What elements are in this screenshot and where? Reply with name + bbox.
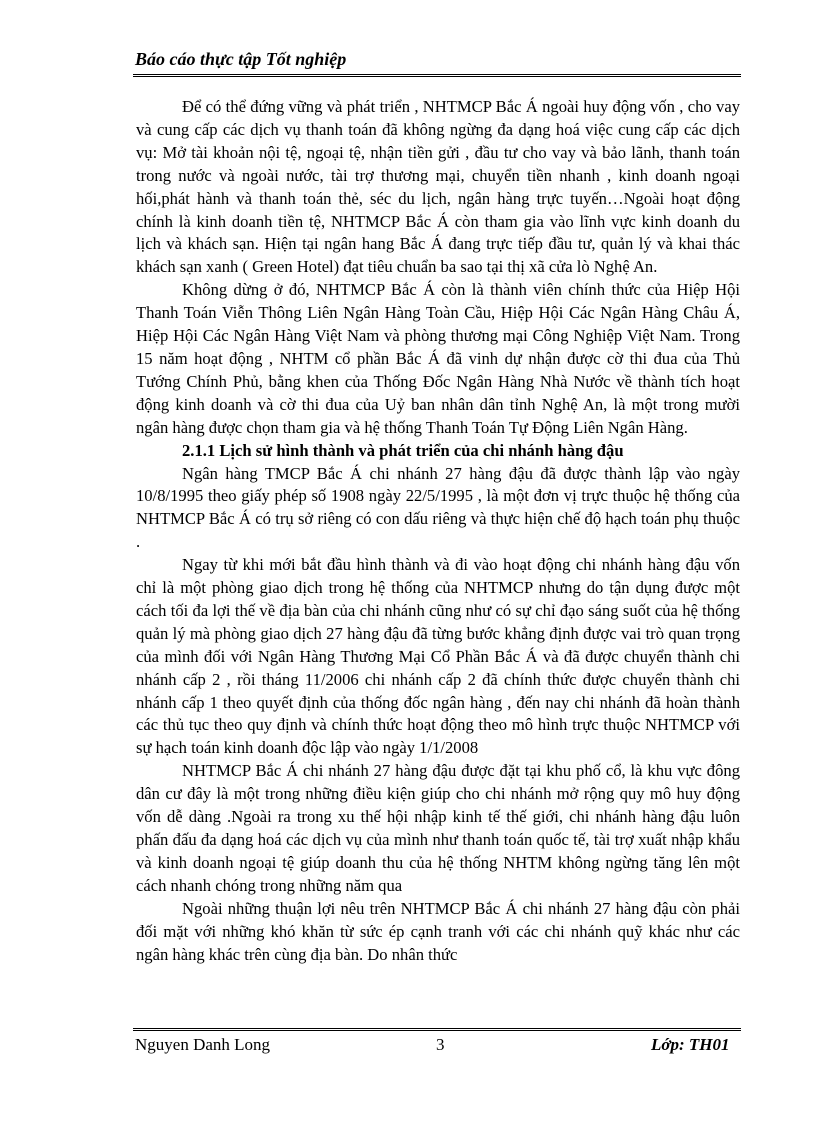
paragraph: Ngoài những thuận lợi nêu trên NHTMCP Bắc Á chi nhánh 27 hàng đậu còn phải đối mặt với những khó khăn từ sức ép cạnh tranh với các chi nhánh quỹ khác như các ngân hàng khác trên cùng địa bàn. Do nhân thức — [136, 898, 740, 964]
footer-class-label: Lớp: TH01 — [651, 1035, 730, 1054]
page-number: 3 — [436, 1035, 445, 1054]
footer-author: Nguyen Danh Long — [135, 1035, 271, 1054]
paragraph: NHTMCP Bắc Á chi nhánh 27 hàng đậu được đặt tại khu phố cổ, là khu vực đông dân cư đây là một trong những điều kiện giúp cho chi nhánh mở rộng quy mô huy động vốn dễ dàng .Ngoài ra trong xu thế hội nhập kinh tế thế giới, chi nhánh hàng đậu luôn phấn đấu đa dạng hoá các dịch vụ của mình như thanh toán quốc tế, tài trợ xuất nhập khẩu và kinh doanh ngoại tệ giúp doanh thu của hệ thống NHTM không ngừng tăng lên một cách nhanh chóng trong những năm qua — [136, 761, 740, 895]
header-divider — [133, 74, 741, 77]
paragraph: Để có thể đứng vững và phát triển , NHTMCP Bắc Á ngoài huy động vốn , cho vay và cung cấp các dịch vụ thanh toán đã không ngừng đa dạng hoá việc cung cấp các dịch vụ: Mở tài khoản nội tệ, ngoại tệ, nhận tiền gửi , đầu tư cho vay và bảo lãnh, thanh toán trong nước và ngoài nước, tài trợ thương mại, chuyển tiền nhanh , kinh doanh ngoại hối,phát hành và thanh toán thẻ, séc du lịch, ngân hàng trực tuyến…Ngoài hoạt động chính là kinh doanh tiền tệ, NHTMCP Bắc Á còn tham gia vào lĩnh vực kinh doanh du lịch và khách sạn. Hiện tại ngân hang Bắc Á đang trực tiếp đầu tư, quản lý và khai thác khách sạn xanh ( Green Hotel) đạt tiêu chuẩn ba sao tại thị xã cửa lò Nghệ An. — [136, 97, 740, 277]
footer-divider — [133, 1028, 741, 1031]
section-heading: 2.1.1 Lịch sử hình thành và phát triển của chi nhánh hàng đậu — [182, 440, 624, 460]
header-title: Báo cáo thực tập Tốt nghiệp — [135, 49, 347, 69]
body-text — [136, 96, 740, 966]
paragraph: Không dừng ở đó, NHTMCP Bắc Á còn là thành viên chính thức của Hiệp Hội Thanh Toán Viễn Thông Liên Ngân Hàng Toàn Cầu, Hiệp Hội Các Ngân Hàng Châu Á, Hiệp Hội Các Ngân Hàng Việt Nam và phòng thương mại Công Nghiệp Việt Nam. Trong 15 năm hoạt động , NHTM cổ phần Bắc Á đã vinh dự nhận được cờ thi đua của Thủ Tướng Chính Phủ, bằng khen của Thống Đốc Ngân Hàng Nhà Nước về thành tích hoạt động kinh doanh và cờ thi đua của Uỷ ban nhân dân tỉnh Nghệ An, là một trong mười ngân hàng được chọn tham gia và hệ thống Thanh Toán Tự Động Liên Ngân Hàng. — [136, 280, 740, 437]
paragraph: Ngay từ khi mới bắt đầu hình thành và đi vào hoạt động chi nhánh hàng đậu vốn chỉ là một phòng giao dịch trong hệ thống của NHTMCP nhưng do tận dụng được một cách tối đa lợi thế về địa bàn của chi nhánh cũng như có sự chỉ đạo sáng suốt của hệ thống quản lý mà phòng giao dịch 27 hàng đậu đã từng bước khẳng định được vai trò quan trọng của mình đối với Ngân Hàng Thương Mại Cổ Phần Bắc Á và đã được chuyển thành chi nhánh cấp 2 , rồi tháng 11/2006 chi nhánh cấp 2 đã chính thức được chuyển thành chi nhánh cấp 1 theo quyết định của thống đốc ngân hàng , đến nay chi nhánh đã hoàn thành các thủ tục theo quy định và chính thức hoạt động theo mô hình trực thuộc NHTMCP với sự hạch toán kinh doanh độc lập vào ngày 1/1/2008 — [136, 555, 740, 758]
paragraph: Ngân hàng TMCP Bắc Á chi nhánh 27 hàng đậu đã được thành lập vào ngày 10/8/1995 theo giấy phép số 1908 ngày 22/5/1995 , là một đơn vị trực thuộc hệ thống của NHTMCP Bắc Á có trụ sở riêng có con dấu riêng và thực hiện chế độ hạch toán phụ thuộc . — [136, 463, 740, 552]
